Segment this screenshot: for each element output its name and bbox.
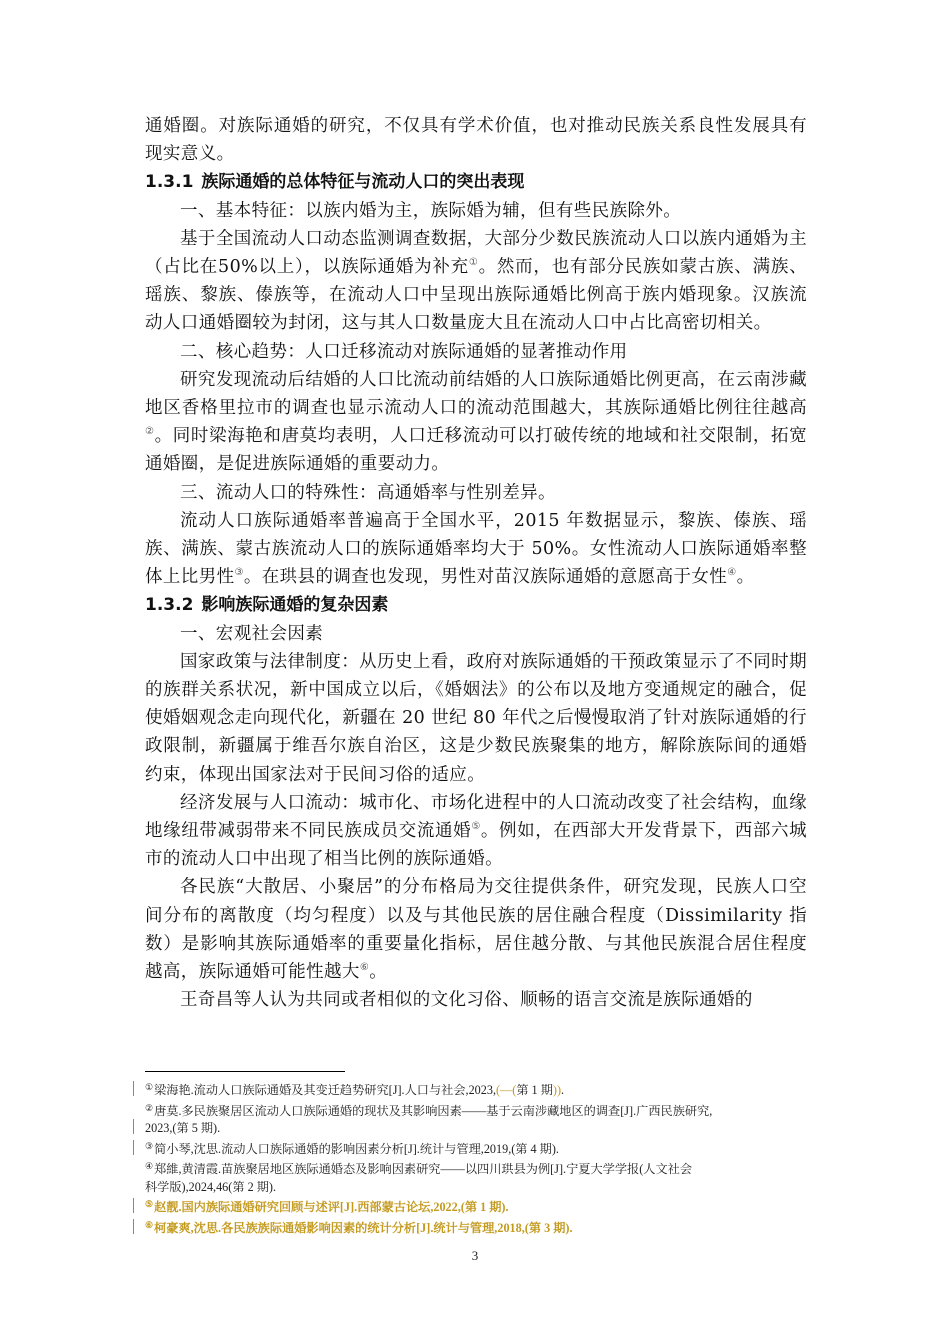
paragraph — [145, 789, 807, 874]
paragraph: 一、基本特征：以族内婚为主，族际婚为辅，但有些民族除外。 — [180, 200, 682, 221]
change-bar — [133, 1119, 134, 1134]
footnote-5 — [145, 1196, 815, 1217]
section-heading-1-3-2 — [145, 591, 807, 619]
paragraph — [145, 366, 807, 479]
footnote-text: 科学版),2024,46(第 2 期). — [145, 1179, 277, 1194]
footnote-4 — [145, 1158, 815, 1196]
footnote-ref-2[interactable]: ② — [145, 426, 155, 438]
footnote-mark: ⑤ — [145, 1199, 154, 1209]
text-run: 。同时梁海艳和唐莫均表明，人口迁移流动可以打破传统的地域和社交限制，拓宽通婚圈，是促进族际通婚的重要动力。 — [145, 426, 807, 475]
footnote-separator — [145, 1071, 345, 1072]
page-number: 3 — [471, 1248, 479, 1263]
footnotes — [145, 1079, 815, 1237]
footnote-text: 2023,(第 5 期). — [145, 1121, 221, 1135]
change-bar — [133, 1219, 134, 1234]
change-bar — [133, 1081, 134, 1096]
paragraph — [145, 225, 807, 338]
text-run: 。 — [369, 962, 388, 983]
text-run: 各民族“大散居、小聚居”的分布格局为交往提供条件，研究发现，民族人口空间分布的离散度（均匀程度）以及与其他民族的居住融合程度（Dissimilarity 指数）是影响其族际通婚率的重要量化指标，居住越分散、与其他民族混合居住程度越高，族际通婚可能性越大 — [145, 877, 807, 983]
footnote-text: . — [561, 1083, 565, 1097]
footnote-text: 郑維,黄清霞.苗族聚居地区族际通婚态及影响因素研究——以四川珙县为例[J].宁夏大学学报(人文社会 — [154, 1162, 693, 1176]
footnote-text: 赵靓.国内族际通婚研究回顾与述评[J].西部蒙古论坛,2022,(第 1 期). — [154, 1200, 509, 1214]
text-run: 研究发现流动后结婚的人口比流动前结婚的人口族际通婚比例更高，在云南涉藏地区香格里拉市的调查也显示流动人口的流动范围越大，其族际通婚比例往往越高 — [145, 369, 807, 419]
footnote-mark: ③ — [145, 1140, 154, 1151]
paragraph: 二、核心趋势：人口迁移流动对族际通婚的显著推动作用 — [180, 341, 628, 362]
revision-mark: )) — [552, 1083, 562, 1097]
footnote-mark: ② — [145, 1102, 154, 1113]
paragraph: 一、宏观社会因素 — [180, 623, 324, 644]
change-bar — [133, 1140, 134, 1155]
footnote-ref-4[interactable]: ④ — [727, 567, 737, 579]
footnote-mark: ⑥ — [145, 1219, 154, 1230]
footnote-6 — [145, 1217, 815, 1238]
footnote-mark: ① — [145, 1082, 154, 1092]
paragraph: 通婚圈。对族际通婚的研究，不仅具有学术价值，也对推动民族关系良性发展具有现实意义。 — [145, 116, 807, 165]
footnote-ref-3[interactable]: ③ — [234, 567, 244, 579]
footnote-mark: ④ — [145, 1161, 154, 1171]
paragraph: 三、流动人口的特殊性：高通婚率与性别差异。 — [180, 482, 556, 503]
section-title: 族际通婚的总体特征与流动人口的突出表现 — [201, 172, 525, 193]
footnote-2 — [145, 1100, 815, 1138]
text-run: 经济发展与人口流动：城市化、市场化进程中的人口流动改变了社会结构，血缘地缘纽带减弱带来不同民族成员交流通婚 — [145, 792, 807, 842]
change-bar — [133, 1198, 134, 1213]
revision-mark: (—( — [496, 1083, 517, 1097]
paragraph: 国家政策与法律制度：从历史上看，政府对族际通婚的干预政策显示了不同时期的族群关系状况，新中国成立以后，《婚姻法》的公布以及地方变通规定的融合，促使婚姻观念走向现代化，新疆在 20 世纪 80 年代之后慢慢取消了针对族际通婚的行政限制，新疆属于维吾尔族自治区，这是少数民族聚集的地方，解除族际间的通婚约束，体现出国家法对于民间习俗的适应。 — [145, 651, 807, 785]
text-run: 。 — [736, 567, 755, 588]
footnote-ref-5[interactable]: ⑤ — [471, 821, 481, 833]
section-title: 影响族际通婚的复杂因素 — [201, 595, 389, 616]
footnote-3 — [145, 1138, 815, 1159]
paragraph — [145, 507, 807, 592]
footnote-ref-6[interactable]: ⑥ — [359, 962, 370, 974]
footnote-ref-1[interactable]: ① — [468, 257, 479, 269]
text-run: 。在珙县的调查也发现，男性对苗汉族际通婚的意愿高于女性 — [243, 567, 728, 588]
paragraph: 王奇昌等人认为共同或者相似的文化习俗、顺畅的语言交流是族际通婚的 — [180, 990, 753, 1011]
section-number: 1.3.1 — [145, 172, 194, 193]
footnote-text: 梁海艳.流动人口族际通婚及其变迁趋势研究[J].人口与社会,2023, — [154, 1083, 497, 1097]
section-number: 1.3.2 — [145, 595, 194, 616]
section-heading-1-3-1 — [145, 168, 807, 196]
text-run: 流动人口族际通婚率普遍高于全国水平，2015 年数据显示，黎族、傣族、瑶族、满族、蒙古族流动人口的族际通婚率均大于 50%。女性流动人口族际通婚率整体上比男性 — [145, 510, 807, 588]
footnote-text: 柯豪爽,沈思.各民族族际通婚影响因素的统计分析[J].统计与管理,2018,(第 3 期). — [154, 1220, 573, 1235]
footnote-1 — [145, 1079, 815, 1100]
text-run: 。例如，在西部大开发背景下，西部六城市的流动人口中出现了相当比例的族际通婚。 — [145, 821, 807, 870]
footnote-text: 简小琴,沈思.流动人口族际通婚的影响因素分析[J].统计与管理,2019,(第 4 期). — [154, 1141, 559, 1156]
text-run: 基于全国流动人口动态监测调查数据，大部分少数民族流动人口以族内通婚为主（占比在50%以上），以族际通婚为补充 — [145, 228, 807, 278]
footnote-text: 第 1 期 — [516, 1083, 553, 1097]
body-text — [145, 112, 807, 1015]
paragraph — [145, 873, 807, 986]
text-run: 。然而，也有部分民族如蒙古族、满族、瑶族、黎族、傣族等，在流动人口中呈现出族际通婚比例高于族内婚现象。汉族流动人口通婚圈较为封闭，这与其人口数量庞大且在流动人口中占比高密切相关。 — [145, 257, 807, 334]
footnote-text: 唐莫.多民族聚居区流动人口族际通婚的现状及其影响因素——基于云南涉藏地区的调查[J].广西民族研究, — [154, 1103, 713, 1118]
